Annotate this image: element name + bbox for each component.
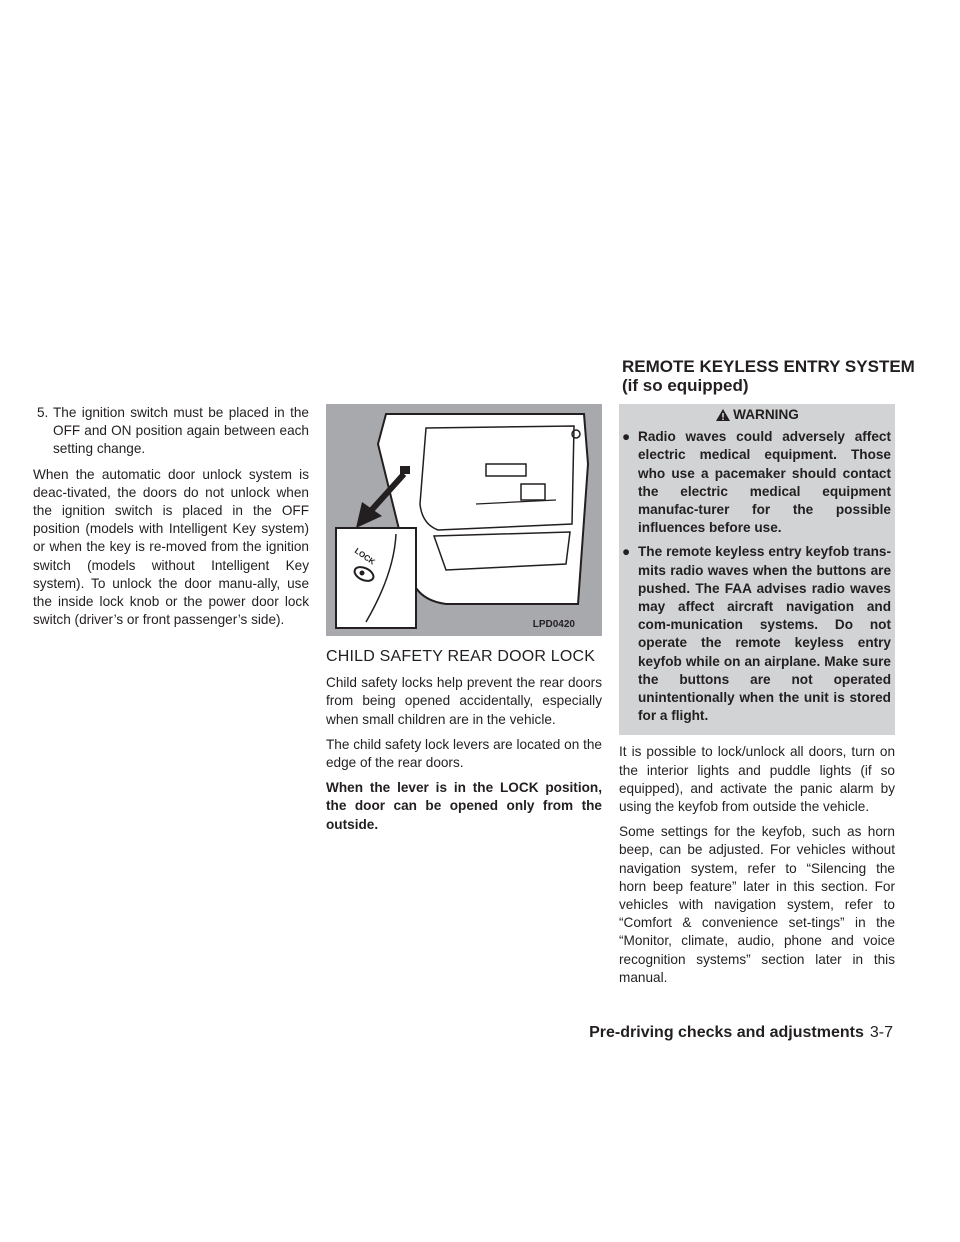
paragraph-child-locks: Child safety locks help prevent the rear doors from being opened accidentally, especially when small children are in the vehicle. (326, 675, 602, 727)
item-text: The ignition switch must be placed in the OFF and ON position again between each setting change. (53, 405, 309, 457)
paragraph-keyfob-settings: Some settings for the keyfob, such as horn beep, can be adjusted. For vehicles without navigation system, refer to “Silencing the horn beep feature” later in this section. For vehicles with navigation system, refer to “Comfort & convenience set-tings” in the “Monitor, climate, audio, phone and voice recognition systems” section later in this manual. (619, 824, 895, 985)
lock-label: LOCK (352, 546, 377, 567)
numbered-item-5 (33, 404, 309, 459)
paragraph-keyfob-functions: It is possible to lock/unlock all doors, turn on the interior lights and puddle lights (if so equipped), and activate the panic alarm by using the keyfob from outside the vehicle. (619, 744, 895, 815)
warning-item (619, 428, 895, 537)
rear-door-drawing (326, 404, 602, 636)
section-title-remote-keyless (622, 357, 915, 395)
column-right (619, 404, 895, 994)
paragraph-auto-unlock: When the automatic door unlock system is deac-tivated, the doors do not unlock when the ignition switch is placed in the OFF position (models with Intelligent Key system) or when the key is re-moved from the ignition switch (models without Intelligent Key system). To unlock the door manu-ally, use the inside lock knob or the power door lock switch (driver’s or front passenger’s side). (33, 466, 309, 628)
warning-box (619, 404, 895, 735)
warning-item (619, 543, 895, 725)
bullet: ● (622, 429, 631, 445)
column-left (33, 404, 309, 636)
footer-section: Pre-driving checks and adjustments (589, 1024, 864, 1041)
warning-header (619, 404, 895, 428)
warning-title: WARNING (733, 407, 799, 422)
warning-text: Radio waves could adversely affect electric medical equipment. Those who use a pacemaker should contact the electric medical equipment manufac-turer for the possible influences before use. (638, 429, 891, 536)
figure-code: LPD0420 (532, 618, 575, 630)
page-footer (589, 1024, 893, 1042)
section-title-line2: (if so equipped) (622, 376, 749, 395)
column-middle (326, 404, 602, 841)
paragraph-lever-location: The child safety lock levers are located on the edge of the rear doors. (326, 736, 602, 771)
item-number: 5. (37, 405, 49, 420)
section-title-line1: REMOTE KEYLESS ENTRY SYSTEM (622, 357, 915, 376)
warning-icon (715, 408, 731, 422)
bullet: ● (622, 544, 631, 560)
page-number: 3-7 (869, 1024, 893, 1041)
heading-child-safety: CHILD SAFETY REAR DOOR LOCK (326, 648, 596, 665)
door-lock-illustration (326, 404, 602, 636)
warning-text: The remote keyless entry keyfob trans-mits radio waves when the buttons are pushed. The FAA advises radio waves may affect aircraft navigation and com-munication systems. Do not operate the remote keyless entry keyfob while on an airplane. Make sure the buttons are not operated unintentionally when the unit is stored for a flight. (638, 544, 891, 724)
paragraph-lock-position: When the lever is in the LOCK position, the door can be opened only from the outside. (326, 780, 602, 832)
